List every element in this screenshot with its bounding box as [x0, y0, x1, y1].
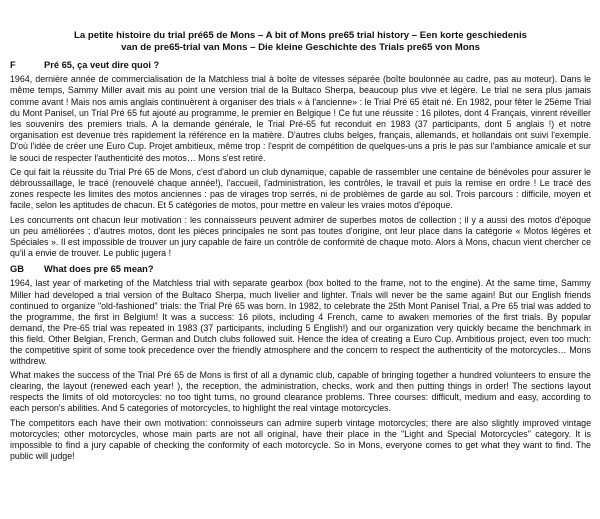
section-french	[10, 59, 591, 259]
paragraph: What makes the success of the Trial Pré 65 de Mons is first of all a dynamic club, capable of bringing together a hundred volunteers to ensure the clearing, the layout (renewed each year! ), the reception, the administration, checks, work and then putting things in order! The sections layout respects the limits of old motorcycles: no too tight turns, no ground clearance problems. Three courses: difficult, medium and easy, according to each person's abilities. And 5 categories of motorcycles, to highlight the real vintage motorcycles.	[10, 370, 591, 414]
section-heading-text: What does pre 65 mean?	[44, 264, 154, 275]
section-heading-english	[10, 263, 591, 275]
paragraph: 1964, last year of marketing of the Matchless trial with separate gearbox (box bolted to the frame, not to the engine). At the same time, Sammy Miller had developed a trial version of the Bultaco Sherpa, much livelier and lighter. Trials will never be the same again! But our English friends continued to organize "old-fashioned" trials: the Trial Pré 65 was born. In 1982, to celebrate the 25th Mont Panisel Trial, a Pre 65 trial was added to the programme, the first in Belgium! It was a success: 16 pilots, including 4 French, came to awaken memories of the first trials. By popular demand, the Pre-65 trial was repeated in 1983 (37 participants, including 5 English!) and our organization very quickly became the benchmark in this field. Other Belgian, French, German and Dutch clubs followed suit. Hence the idea of creating a Euro Cup. Ambitious project, even too much: the competitive spirit of some took precedence over the friendly atmosphere and the concern to respect the authenticity of the motorcycles… Mons withdrew.	[10, 278, 591, 367]
title-line-2: van de pre65-trial van Mons – Die kleine Geschichte des Trials pre65 von Mons	[121, 41, 480, 53]
section-heading-french	[10, 59, 591, 71]
paragraph: Ce qui fait la réussite du Trial Pré 65 de Mons, c'est d'abord un club dynamique, capable de rassembler une centaine de bénévoles pour assurer le débroussaillage, le tracé (renouvelé chaque année!), l'accueil, l'administration, les contrôles, le travail et puis la remise en ordre ! Le tracé des zones respecte les limites des motos anciennes : pas de virages trop serrés, ni de problèmes de garde au sol. Trois parcours : difficile, moyen et facile, selon les aptitudes de chacun. Et 5 catégories de motos, pour mettre en valeur les vraies motos d'époque.	[10, 166, 591, 211]
document-title	[10, 30, 591, 53]
section-heading-text: Pré 65, ça veut dire quoi ?	[44, 60, 160, 71]
title-line-1: La petite histoire du trial pré65 de Mons – A bit of Mons pre65 trial history – Een korte geschiedenis	[74, 30, 527, 41]
language-code: F	[10, 60, 16, 71]
section-english	[10, 263, 591, 462]
paragraph: 1964, dernière année de commercialisation de la Matchless trial à boîte de vitesses séparée (boîte boulonnée au cadre, pas au moteur). Dans le même temps, Sammy Miller avait mis au point une version trial de la Bultaco Sherpa, beaucoup plus vive et légère. Le trial ne sera plus jamais comme avant ! Mais nos amis anglais continuèrent à organiser des trials « à l'ancienne» : le Trial Pré 65 était né. En 1982, pour fêter le 25ème Trial du Mont Panisel, un Trial Pré 65 fut ajouté au programme, le premier en Belgique ! Ce fut une réussite : 16 pilotes, dont 4 Français, vinrent réveiller les souvenirs des premiers trials. A la demande générale, le Trial Pré-65 fut reconduit en 1983 (37 participants, dont 5 anglais !) et notre organisation est devenue très rapidement la référence en la matière. D'autres clubs belges, français, allemands, et hollandais ont suivi l'exemple. D'où l'idée de créer une Euro Cup. Projet ambitieux, même trop : l'esprit de compétition de quelques-uns a pris le pas sur l'ambiance amicale et sur le souci de respecter l'authenticité des motos… Mons s'est retiré.	[10, 74, 591, 163]
paragraph: Les concurrents ont chacun leur motivation : les connaisseurs peuvent admirer de superbes motos de collection ; il y a aussi des motos d'époque un peu améliorées ; d'autres motos, dont les pièces principales ne sont pas toutes d'origine, ont leur place dans la catégorie « Motos légères et Spéciales ». Il est impossible de trouver un jury capable de faire un contrôle de conformité de chaque moto. Alors à Mons, chacun vient chercher ce qu'il a envie de trouver. Le public jugera !	[10, 214, 591, 259]
language-code: GB	[10, 264, 24, 275]
paragraph: The competitors each have their own motivation: connoisseurs can admire superb vintage motorcycles; there are also slightly improved vintage motorcycles; other motorcycles, whose main parts are not all original, have their place in the "Light and Special Motorcycles" category. It is impossible to find a jury capable of checking the conformity of each motorcycle. So in Mons, everyone comes to get what they want to find. The public will judge!	[10, 417, 591, 461]
